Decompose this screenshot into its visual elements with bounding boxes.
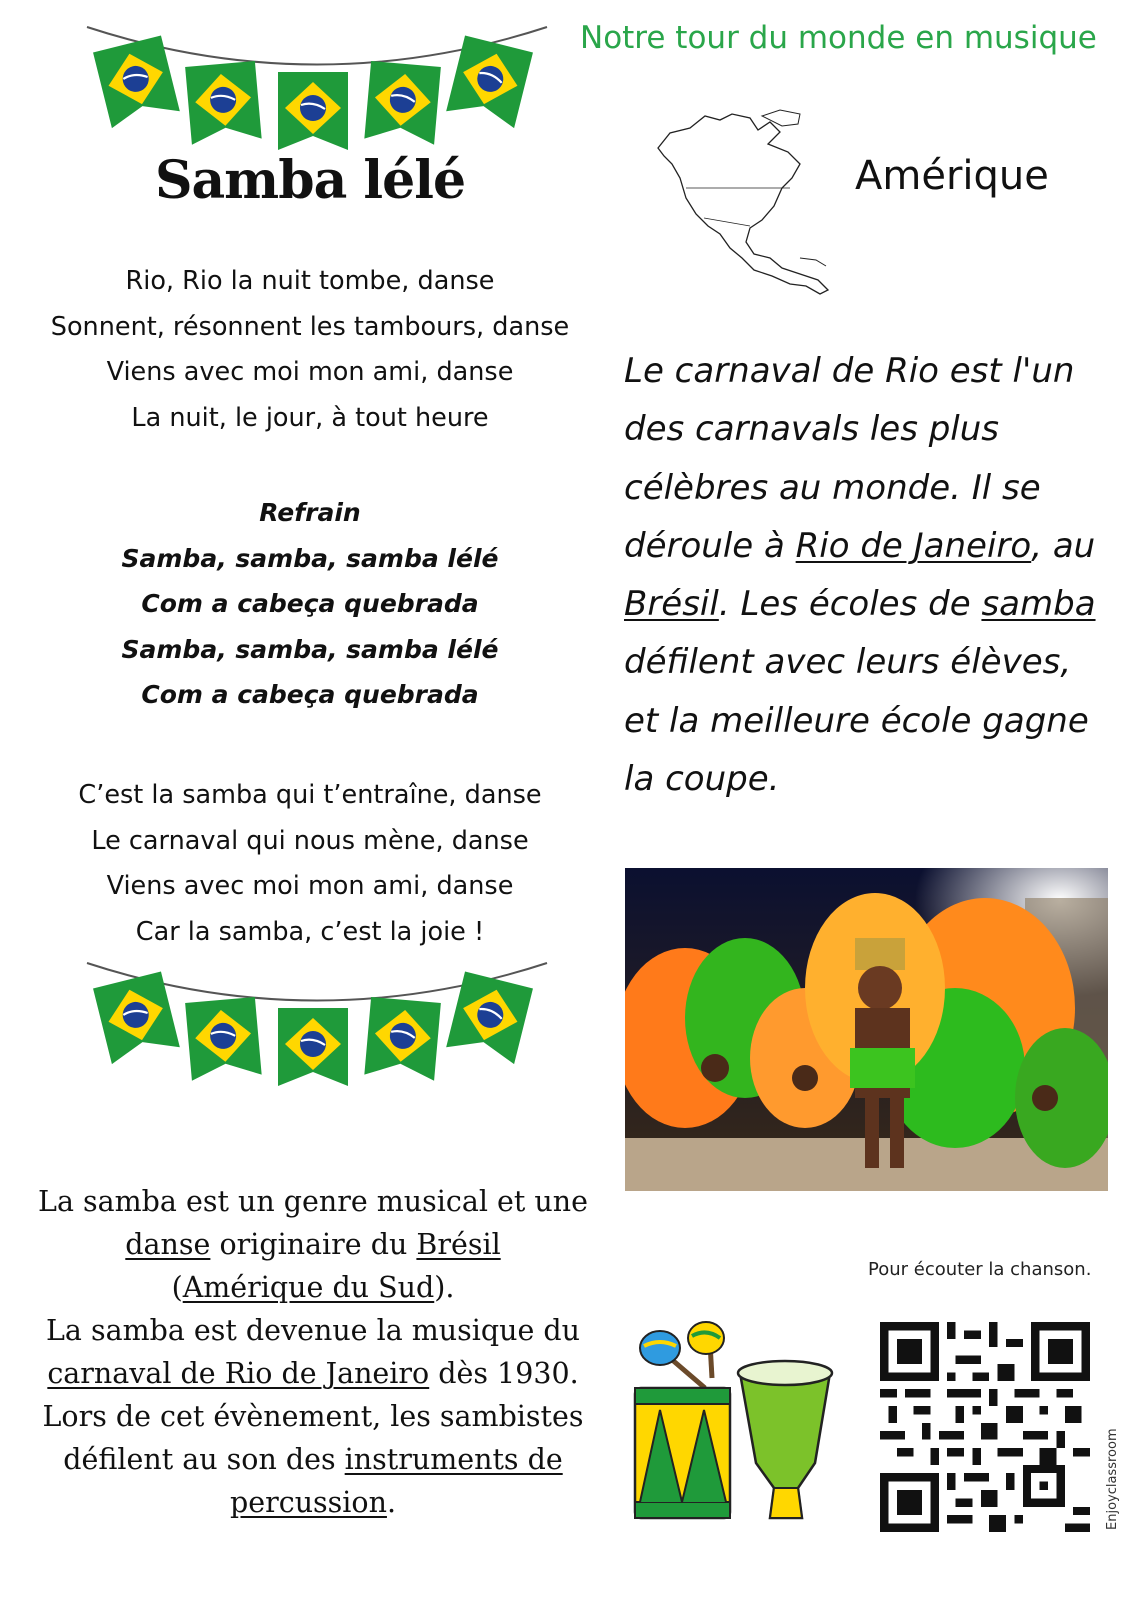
samba-info-text: La samba est un genre musical et une [38,1185,588,1218]
carnival-text: défilent avec leurs élèves, et la meilleure école gagne la coupe. [624,642,1089,800]
carnival-text: , au [1031,525,1096,566]
north-america-map-icon [650,108,850,303]
samba-info-text: . [386,1486,396,1519]
bresil-term: Brésil [416,1228,501,1261]
carnival-text: . Les écoles de [718,584,982,625]
series-title: Notre tour du monde en musique [580,20,1097,56]
brazil-flag-icon [185,61,262,145]
samba-info-paragraph [18,1180,608,1524]
brazil-flag-icon [364,61,441,145]
samba-info-text: ). [434,1271,455,1304]
song-title: Samba lélé [154,150,466,211]
samba-term: samba [981,584,1096,625]
amerique-du-sud-term: Amérique du Sud [182,1271,435,1304]
refrain-label: Refrain [259,498,361,527]
samba-info-text: ( [171,1271,183,1304]
lyric-line: Le carnaval qui nous mène, danse [91,825,529,856]
brazil-flag-bunting-icon [82,22,552,152]
lyric-line: Viens avec moi mon ami, danse [106,871,514,901]
carnaval-term: carnaval de Rio de Janeiro [47,1357,430,1390]
instruments-term: instruments de percussion [230,1443,563,1519]
verse-2 [20,773,600,955]
lyric-line: Com a cabeça quebrada [141,680,479,709]
lyric-line: Rio, Rio la nuit tombe, danse [125,266,495,296]
refrain [20,490,600,718]
carnival-text: Le carnaval de Rio est l'un des carnavals les plus célèbres au monde. Il se déroule à [624,351,1075,566]
lyric-line: Com a cabeça quebrada [141,589,479,618]
lyric-line: Car la samba, c’est la joie ! [135,916,485,947]
brazil-flag-icon [278,1008,348,1086]
maracas-drum-icon [630,1318,850,1528]
rio-de-janeiro-term: Rio de Janeiro [795,525,1032,566]
brazil-flag-icon [185,997,262,1081]
lyric-line: Samba, samba, samba lélé [121,543,499,573]
danse-term: danse [125,1228,211,1261]
lyric-line: Viens avec moi mon ami, danse [106,357,514,387]
continent-label: Amérique [855,153,1049,199]
carnival-dancer-photo [625,868,1108,1191]
samba-info-text: Lors de cet évènement, les sambistes défilent au son des [42,1400,584,1476]
qr-label: Pour écouter la chanson. [868,1259,1092,1280]
lyric-line: C’est la samba qui t’entraîne, danse [78,780,542,810]
carnival-paragraph [624,342,1114,808]
qr-code-icon[interactable] [880,1322,1090,1532]
credit: Enjoyclassroom [1105,1428,1120,1530]
brazil-flag-icon [364,997,441,1081]
verse-1 [20,259,600,441]
brazil-flag-icon [278,72,348,150]
lyric-line: Sonnent, résonnent les tambours, danse [50,311,570,342]
bresil-term: Brésil [624,584,719,625]
brazil-flag-bunting-icon [82,958,552,1088]
samba-info-text: La samba est devenue la musique du [45,1314,581,1347]
lyric-line: La nuit, le jour, à tout heure [131,402,489,433]
samba-info-text: dès 1930. [429,1357,579,1390]
lyric-line: Samba, samba, samba lélé [121,634,499,664]
samba-info-text: originaire du [210,1228,417,1261]
